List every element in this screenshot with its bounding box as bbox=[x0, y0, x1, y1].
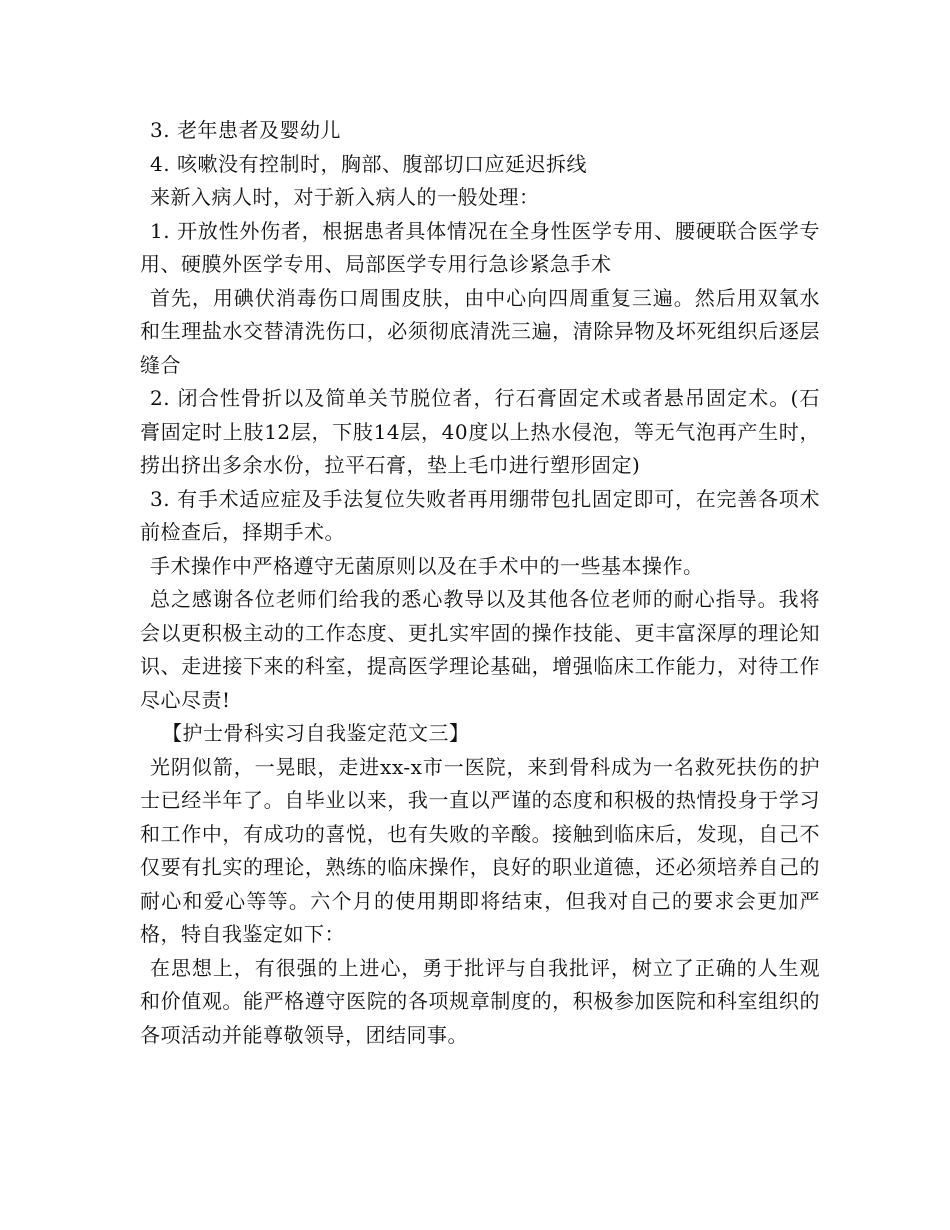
paragraph-wound-cleaning: 首先，用碘伏消毒伤口周围皮肤，由中心向四周重复三遍。然后用双氧水和生理盐水交替清洗伤口，必须彻底清洗三遍，清除异物及坏死组织后逐层缝合 bbox=[140, 285, 820, 377]
document-body bbox=[140, 114, 820, 1052]
paragraph-ideology: 在思想上，有很强的上进心，勇于批评与自我批评，树立了正确的人生观和价值观。能严格遵守医院的各项规章制度的，积极参加医院和科室组织的各项活动并能尊敬领导，团结同事。 bbox=[140, 955, 820, 1047]
paragraph-aseptic-principle: 手术操作中严格遵守无菌原则以及在手术中的一些基本操作。 bbox=[150, 553, 704, 578]
section-heading: 【护士骨科实习自我鉴定范文三】 bbox=[162, 721, 470, 745]
list-item-closed-fracture: 2. 闭合性骨折以及简单关节脱位者，行石膏固定术或者悬吊固定术。(石膏固定时上肢12层，下肢14层，40度以上热水侵泡，等无气泡再产生时，捞出挤出多余水份，拉平石膏，垫上毛巾进行塑形固定) bbox=[140, 386, 820, 477]
paragraph-intro: 光阴似箭，一晃眼，走进xx-x市一医院，来到骨科成为一名救死扶伤的护士已经半年了。自毕业以来，我一直以严谨的态度和积极的热情投身于学习和工作中，有成功的喜悦，也有失败的辛酸。接触到临床后，发现，自己不仅要有扎实的理论，熟练的临床操作，良好的职业道德，还必须培养自己的耐心和爱心等等。六个月的使用期即将结束，但我对自己的要求会更加严格，特自我鉴定如下： bbox=[140, 754, 820, 946]
paragraph-thanks: 总之感谢各位老师们给我的悉心教导以及其他各位老师的耐心指导。我将会以更积极主动的工作态度、更扎实牢固的操作技能、更丰富深厚的理论知识、走进接下来的科室，提高医学理论基础，增强临床工作能力，对待工作尽心尽责! bbox=[140, 587, 820, 712]
paragraph-new-patient: 来新入病人时，对于新入病人的一般处理： bbox=[150, 185, 540, 209]
list-item-surgery-indication: 3. 有手术适应症及手法复位失败者再用绷带包扎固定即可，在完善各项术前检查后，择期手术。 bbox=[140, 486, 820, 544]
list-item-open-trauma: 1. 开放性外伤者，根据患者具体情况在全身性医学专用、腰硬联合医学专用、硬膜外医学专用、局部医学专用行急诊紧急手术 bbox=[140, 218, 820, 276]
list-item-elderly-infants: 3. 老年患者及婴幼儿 bbox=[150, 118, 341, 142]
list-item-cough-suture: 4. 咳嗽没有控制时，胸部、腹部切口应延迟拆线 bbox=[150, 151, 587, 176]
